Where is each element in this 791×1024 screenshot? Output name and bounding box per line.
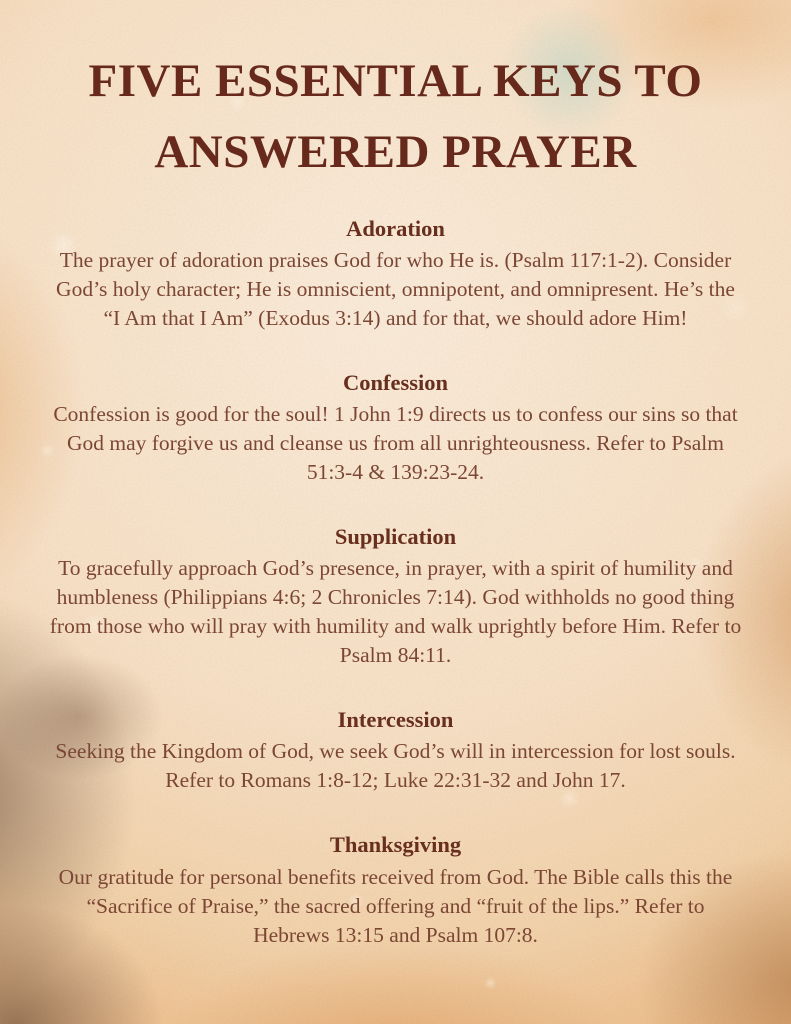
section-supplication [50,523,742,670]
page-title [36,46,756,189]
body-supplication: To gracefully approach God’s presence, in prayer, with a spirit of humility and humbleness (Philippians 4:6; 2 Chronicles 7:14). God withholds no good thing from those who will pray with humility and walk uprightly before Him. Refer to Psalm 84:11. [49,556,742,668]
section-thanksgiving [50,831,742,949]
page-title-line-1: FIVE ESSENTIAL KEYS TO [88,55,703,107]
heading-confession: Confession [342,370,449,395]
body-adoration: The prayer of adoration praises God for who He is. (Psalm 117:1-2). Consider God’s holy character; He is omniscient, omnipotent, and omnipresent. He’s the “I Am that I Am” (Exodus 3:14) and for that, we should adore Him! [56,248,735,330]
section-adoration [50,215,742,333]
heading-intercession: Intercession [337,707,454,733]
section-intercession [50,706,742,795]
page-title-line-2: ANSWERED PRAYER [154,126,637,179]
sections-list [50,215,742,950]
body-intercession: Seeking the Kingdom of God, we seek God’s will in intercession for lost souls. Refer to Romans 1:8-12; Luke 22:31-32 and John 17. [55,739,736,793]
heading-adoration: Adoration [346,215,445,241]
heading-thanksgiving: Thanksgiving [329,832,462,858]
heading-supplication: Supplication [334,524,457,550]
body-confession: Confession is good for the soul! 1 John 1:9 directs us to confess our sins so that God may forgive us and cleanse us from all unrighteousness. Refer to Psalm 51:3-4 & 139:23-24. [53,402,738,485]
section-confession [50,369,742,487]
body-thanksgiving: Our gratitude for personal benefits received from God. The Bible calls this the “Sacrifice of Praise,” the sacred offering and “fruit of the lips.” Refer to Hebrews 13:15 and Psalm 107:8. [58,864,733,947]
